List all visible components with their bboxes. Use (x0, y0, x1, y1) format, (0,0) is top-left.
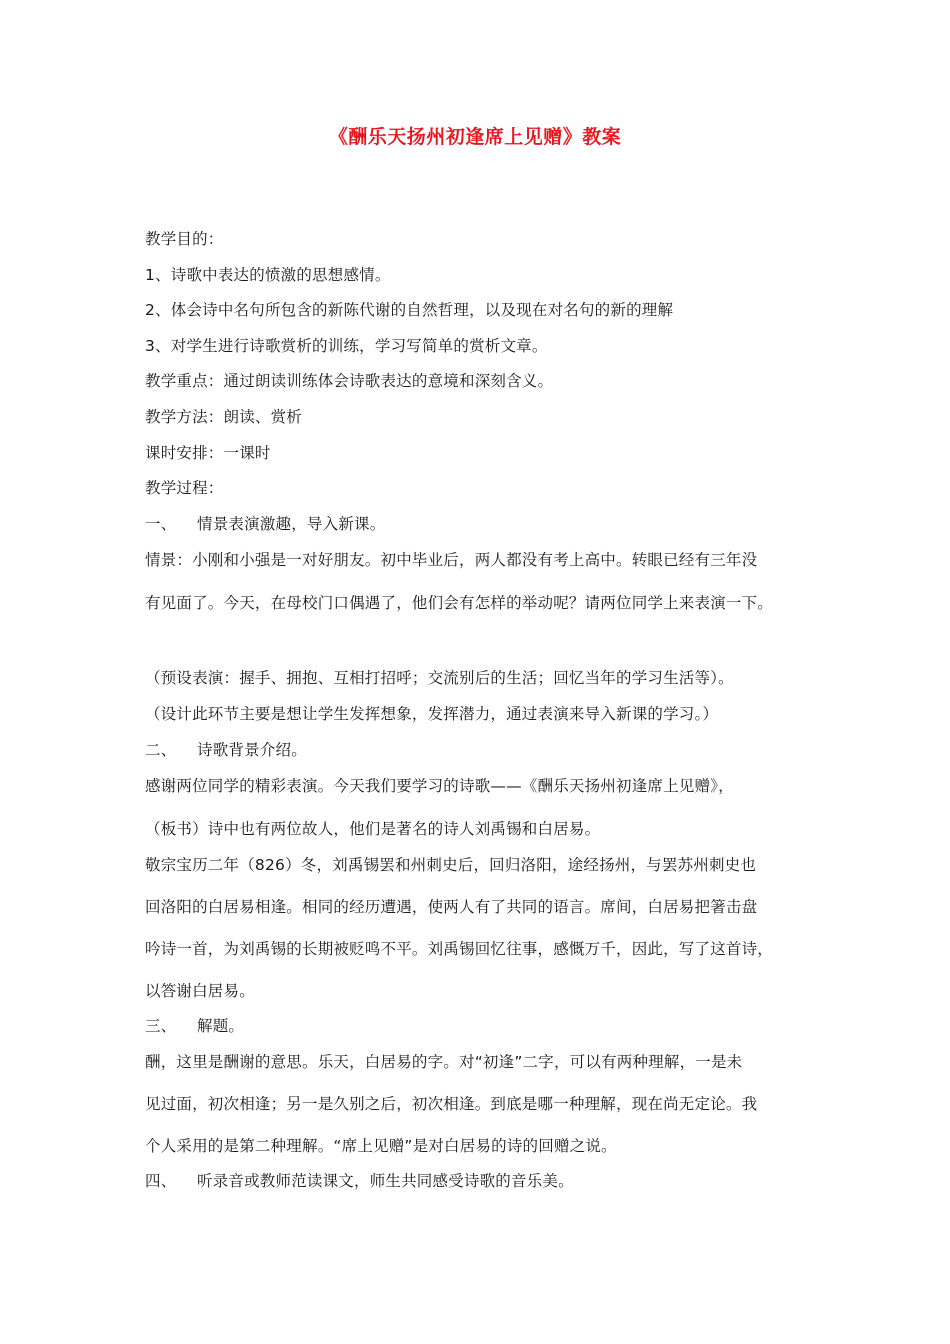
section-title: 听录音或教师范读课文，师生共同感受诗歌的音乐美。 (197, 1172, 574, 1190)
section-number: 二、 (145, 741, 177, 759)
objective-item: 3、对学生进行诗歌赏析的训练，学习写简单的赏析文章。 (145, 337, 548, 355)
paragraph-line: 有见面了。今天，在母校门口偶遇了，他们会有怎样的举动呢？请两位同学上来表演一下。 (145, 594, 774, 612)
paragraph-line: 个人采用的是第二种理解。“席上见赠”是对白居易的诗的回赠之说。 (145, 1137, 617, 1155)
process-heading: 教学过程： (145, 479, 224, 497)
key-point: 教学重点：通过朗读训练体会诗歌表达的意境和深刻含义。 (145, 372, 554, 390)
paragraph-line: （预设表演：握手、拥抱、互相打招呼；交流别后的生活；回忆当年的学习生活等）。 (145, 669, 734, 687)
section-heading (145, 1171, 574, 1191)
objectives-heading: 教学目的： (145, 230, 224, 248)
paragraph-line: 酬，这里是酬谢的意思。乐天，白居易的字。对“初逢”二字，可以有两种理解，一是未 (145, 1053, 743, 1071)
paragraph-line: （板书）诗中也有两位故人，他们是著名的诗人刘禹锡和白居易。 (145, 820, 601, 838)
class-schedule: 课时安排：一课时 (145, 444, 271, 462)
paragraph-line: 敬宗宝历二年（826）冬，刘禹锡罢和州刺史后，回归洛阳，途经扬州，与罢苏州刺史也 (145, 856, 757, 874)
objective-item: 2、体会诗中名句所包含的新陈代谢的自然哲理，以及现在对名句的新的理解 (145, 301, 674, 319)
paragraph-line: 感谢两位同学的精彩表演。今天我们要学习的诗歌——《酬乐天扬州初逢席上见赠》， (145, 777, 734, 795)
paragraph-line: 吟诗一首，为刘禹锡的长期被贬鸣不平。刘禹锡回忆往事，感慨万千，因此，写了这首诗， (145, 940, 774, 958)
paragraph-line: 以答谢白居易。 (145, 982, 255, 1000)
section-heading (145, 1016, 244, 1036)
objective-item: 1、诗歌中表达的愤激的思想感情。 (145, 266, 391, 284)
section-number: 一、 (145, 515, 177, 533)
section-heading (145, 740, 307, 760)
teaching-method: 教学方法：朗读、赏析 (145, 408, 303, 426)
paragraph-line: 情景：小刚和小强是一对好朋友。初中毕业后，两人都没有考上高中。转眼已经有三年没 (145, 551, 758, 569)
document-title: 《酬乐天扬州初逢席上见赠》教案 (328, 126, 622, 148)
section-number: 四、 (145, 1172, 177, 1190)
section-number: 三、 (145, 1017, 177, 1035)
section-title: 诗歌背景介绍。 (197, 741, 307, 759)
paragraph-line: （设计此环节主要是想让学生发挥想象，发挥潜力，通过表演来导入新课的学习。） (145, 705, 719, 723)
paragraph-line: 回洛阳的白居易相逢。相同的经历遭遇，使两人有了共同的语言。席间，白居易把箸击盘 (145, 898, 758, 916)
section-title: 情景表演激趣，导入新课。 (197, 515, 386, 533)
paragraph-line: 见过面，初次相逢；另一是久别之后，初次相逢。到底是哪一种理解，现在尚无定论。我 (145, 1095, 758, 1113)
section-heading (145, 514, 385, 534)
section-title: 解题。 (197, 1017, 245, 1035)
